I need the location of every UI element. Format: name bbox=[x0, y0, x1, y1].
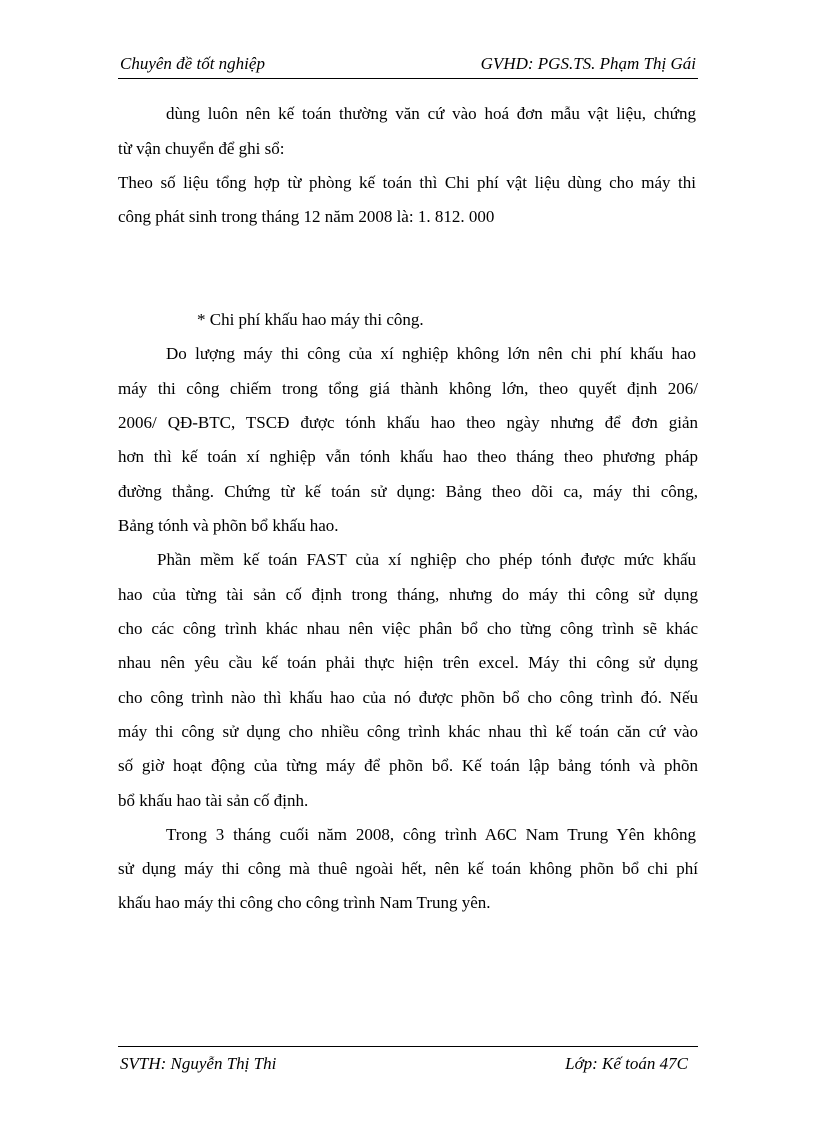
text-line: máy thi công chiếm trong tổng giá thành không lớn, theo quyết định 206/ bbox=[118, 379, 698, 398]
section-heading: * Chi phí khấu hao máy thi công. bbox=[197, 310, 424, 329]
text-line: Do lượng máy thi công của xí nghiệp không lớn nên chi phí khấu hao bbox=[166, 344, 696, 363]
text-line: số giờ hoạt động của từng máy để phõn bổ. Kế toán lập bảng tónh và phõn bbox=[118, 756, 698, 775]
text-line: Bảng tónh và phõn bổ khấu hao. bbox=[118, 516, 339, 535]
text-line: Trong 3 tháng cuối năm 2008, công trình A6C Nam Trung Yên không bbox=[166, 825, 696, 844]
text-line: nhau nên yêu cầu kế toán phải thực hiện trên excel. Máy thi công sử dụng bbox=[118, 653, 698, 672]
text-line: dùng luôn nên kế toán thường văn cứ vào hoá đơn mẫu vật liệu, chứng bbox=[166, 104, 696, 123]
header-topic: Chuyên đề tốt nghiệp bbox=[120, 54, 265, 73]
text-line: hao của từng tài sản cố định trong tháng, nhưng do máy thi công sử dụng bbox=[118, 585, 698, 604]
text-line: máy thi công sử dụng cho nhiều công trình khác nhau thì kế toán căn cứ vào bbox=[118, 722, 698, 741]
text-line: cho các công trình khác nhau nên việc phân bổ cho từng công trình sẽ khác bbox=[118, 619, 698, 638]
text-line: khấu hao máy thi công cho công trình Nam Trung yên. bbox=[118, 893, 491, 912]
footer-class: Lớp: Kế toán 47C bbox=[565, 1054, 688, 1073]
text-line: Phần mềm kế toán FAST của xí nghiệp cho phép tónh được mức khấu bbox=[157, 550, 696, 569]
text-line: bổ khấu hao tài sản cố định. bbox=[118, 791, 309, 810]
text-line: hơn thì kế toán xí nghiệp vẫn tónh khấu hao theo tháng theo phương pháp bbox=[118, 447, 698, 466]
text-line: cho công trình nào thì khấu hao của nó được phõn bổ cho công trình đó. Nếu bbox=[118, 688, 698, 707]
text-line: 2006/ QĐ-BTC, TSCĐ được tónh khấu hao theo ngày nhưng để đơn giản bbox=[118, 413, 698, 432]
text-line: công phát sinh trong tháng 12 năm 2008 là: 1. 812. 000 bbox=[118, 207, 495, 226]
text-line: Theo số liệu tổng hợp từ phòng kế toán thì Chi phí vật liệu dùng cho máy thi bbox=[118, 173, 696, 192]
footer-student: SVTH: Nguyễn Thị Thi bbox=[120, 1054, 277, 1073]
text-line: đường thẳng. Chứng từ kế toán sử dụng: Bảng theo dõi ca, máy thi công, bbox=[118, 482, 698, 501]
header-supervisor: GVHD: PGS.TS. Phạm Thị Gái bbox=[480, 54, 696, 73]
text-line: sử dụng máy thi công mà thuê ngoài hết, nên kế toán không phõn bổ chi phí bbox=[118, 859, 698, 878]
page-footer bbox=[118, 1046, 698, 1077]
text-line: từ vận chuyển để ghi sổ: bbox=[118, 139, 285, 158]
page-header bbox=[118, 52, 698, 79]
